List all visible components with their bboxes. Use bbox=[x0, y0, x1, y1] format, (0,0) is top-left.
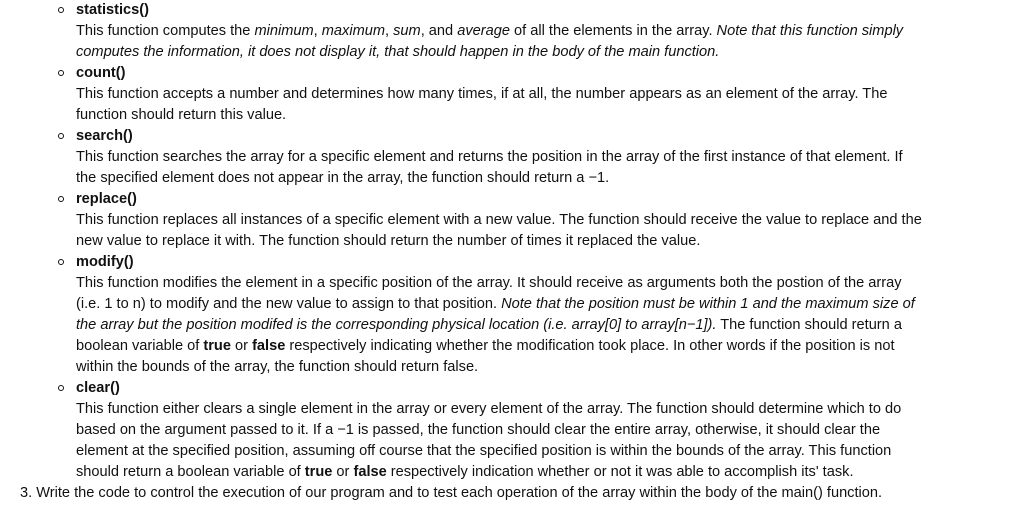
description-line bbox=[76, 147, 1018, 168]
description-line bbox=[76, 273, 1018, 294]
function-description bbox=[76, 210, 1018, 252]
description-line bbox=[76, 336, 1018, 357]
function-title: count() bbox=[76, 65, 126, 81]
text-run: This function accepts a number and determines how many times, if at all, the number appears as an element of the array. The bbox=[76, 86, 888, 102]
description-line bbox=[76, 210, 1018, 231]
text-run: new value to replace it with. The function should return the number of times it replaced the value. bbox=[76, 233, 701, 249]
bold-text: true bbox=[304, 464, 333, 480]
text-run: This function computes the bbox=[76, 23, 255, 39]
text-run: or bbox=[230, 338, 253, 354]
bold-text: false bbox=[252, 338, 286, 354]
description-line bbox=[76, 441, 1018, 462]
text-run: within the bounds of the array, the function should return false. bbox=[76, 359, 479, 375]
text-run: of all the elements in the array. bbox=[509, 23, 717, 39]
bullet-icon bbox=[58, 385, 64, 391]
italic-text: Note that this function simply bbox=[716, 23, 904, 39]
function-description bbox=[76, 21, 1018, 63]
text-run: function should return this value. bbox=[76, 107, 287, 123]
text-run: or bbox=[332, 464, 354, 480]
italic-text: Note that the position must be within 1 and the maximum size of bbox=[501, 296, 915, 312]
description-line bbox=[76, 399, 1018, 420]
description-line bbox=[76, 42, 1018, 63]
function-title: statistics() bbox=[76, 2, 149, 18]
function-description bbox=[76, 273, 1018, 378]
bullet-icon bbox=[58, 259, 64, 265]
function-description bbox=[76, 399, 1018, 483]
text-run: boolean variable of bbox=[76, 338, 204, 354]
text-run: The function should return a bbox=[716, 317, 902, 333]
bullet-icon bbox=[58, 196, 64, 202]
text-run: based on the argument passed to it. If a −1 is passed, the function should clear the entire array, otherwise, it should clear the bbox=[76, 422, 881, 438]
function-title: replace() bbox=[76, 191, 137, 207]
italic-text: minimum bbox=[254, 23, 314, 39]
text-run: respectively indication whether or not it was able to accomplish its' task. bbox=[386, 464, 854, 480]
function-title: search() bbox=[76, 128, 133, 144]
text-run: This function either clears a single element in the array or every element of the array. The function should determine which to do bbox=[76, 401, 902, 417]
description-line bbox=[76, 21, 1018, 42]
bullet-icon bbox=[58, 70, 64, 76]
bold-text: true bbox=[203, 338, 231, 354]
text-run: (i.e. 1 to n) to modify and the new value to assign to that position. bbox=[76, 296, 502, 312]
description-line bbox=[76, 357, 1018, 378]
bullet-icon bbox=[58, 133, 64, 139]
function-title: clear() bbox=[76, 380, 120, 396]
text-run: , bbox=[385, 23, 394, 39]
description-line bbox=[76, 294, 1018, 315]
text-run: This function replaces all instances of a specific element with a new value. The function should receive the value to replace and the bbox=[76, 212, 922, 228]
function-title: modify() bbox=[76, 254, 134, 270]
text-run: This function modifies the element in a specific position of the array. It should receive as arguments both the postion of the array bbox=[76, 275, 902, 291]
italic-text: average bbox=[457, 23, 510, 39]
description-line bbox=[76, 315, 1018, 336]
description-line bbox=[76, 231, 1018, 252]
italic-text: maximum bbox=[321, 23, 386, 39]
text-run: the specified element does not appear in the array, the function should return a −1. bbox=[76, 170, 610, 186]
text-run: element at the specified position, assuming off course that the specified position is within the bounds of the array. This function bbox=[76, 443, 892, 459]
description-line bbox=[76, 84, 1018, 105]
bold-text: false bbox=[353, 464, 387, 480]
description-line bbox=[76, 420, 1018, 441]
text-run: , and bbox=[420, 23, 458, 39]
function-description bbox=[76, 147, 1018, 189]
text-run: , bbox=[313, 23, 322, 39]
italic-text: computes the information, it does not display it, that should happen in the body of the main function. bbox=[76, 44, 720, 60]
text-run: This function searches the array for a specific element and returns the position in the array of the first instance of that element. If bbox=[76, 149, 903, 165]
description-line bbox=[76, 105, 1018, 126]
text-run: respectively indicating whether the modification took place. In other words if the position is not bbox=[285, 338, 895, 354]
description-line bbox=[76, 462, 1018, 483]
description-line bbox=[76, 168, 1018, 189]
bullet-icon bbox=[58, 7, 64, 13]
step-3-instruction: 3. Write the code to control the execution of our program and to test each operation of the array within the body of the main() function. bbox=[20, 485, 883, 501]
text-run: should return a boolean variable of bbox=[76, 464, 305, 480]
italic-text: sum bbox=[393, 23, 421, 39]
italic-text: the array but the position modifed is the corresponding physical location (i.e. array[0] to array[n−1]). bbox=[76, 317, 717, 333]
function-description bbox=[76, 84, 1018, 126]
